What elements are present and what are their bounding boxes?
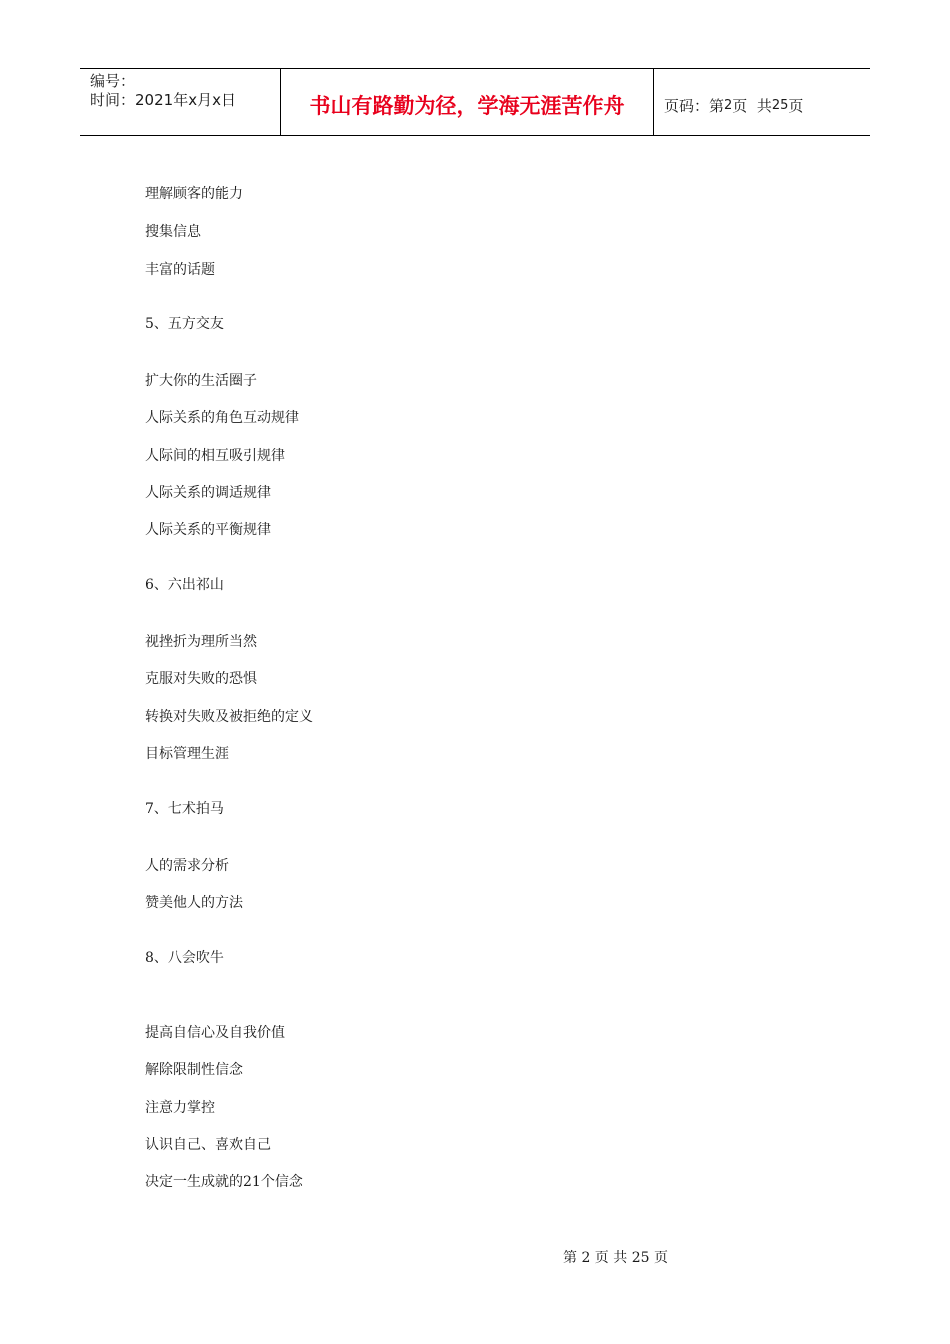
- section-heading: 7、七术拍马: [145, 801, 224, 817]
- header-meta: [80, 69, 281, 135]
- body-line: 搜集信息: [145, 224, 201, 240]
- body-line: 目标管理生涯: [145, 746, 229, 762]
- body-line: 人际间的相互吸引规律: [145, 448, 285, 464]
- header-motto: 书山有路勤为径，学海无涯苦作舟: [281, 69, 654, 135]
- page-footer: 第 2 页 共 25 页: [563, 1250, 668, 1266]
- body-line: 解除限制性信念: [145, 1062, 243, 1078]
- body-line: 认识自己、喜欢自己: [145, 1137, 271, 1153]
- document-number: 编号：: [90, 72, 136, 90]
- body-line: 赞美他人的方法: [145, 895, 243, 911]
- section-heading: 5、五方交友: [145, 316, 224, 332]
- section-heading: 6、六出祁山: [145, 577, 224, 593]
- body-line: 决定一生成就的21个信念: [145, 1174, 303, 1190]
- body-line: 人际关系的平衡规律: [145, 522, 271, 538]
- body-line: 提高自信心及自我价值: [145, 1025, 285, 1041]
- page-header: [80, 68, 870, 136]
- section-heading: 8、八会吹牛: [145, 950, 224, 966]
- body-line: 视挫折为理所当然: [145, 634, 257, 650]
- body-line: 人的需求分析: [145, 858, 229, 874]
- body-line: 克服对失败的恐惧: [145, 671, 257, 687]
- body-line: 扩大你的生活圈子: [145, 373, 257, 389]
- body-line: 丰富的话题: [145, 262, 215, 278]
- body-line: 转换对失败及被拒绝的定义: [145, 709, 313, 725]
- body-line: 理解顾客的能力: [145, 186, 243, 202]
- body-line: 注意力掌控: [145, 1100, 215, 1116]
- document-time: 时间：2021年x月x日: [90, 91, 237, 109]
- body-line: 人际关系的角色互动规律: [145, 410, 299, 426]
- body-line: 人际关系的调适规律: [145, 485, 271, 501]
- header-page-indicator: 页码：第 2 页 共 25 页: [664, 96, 804, 115]
